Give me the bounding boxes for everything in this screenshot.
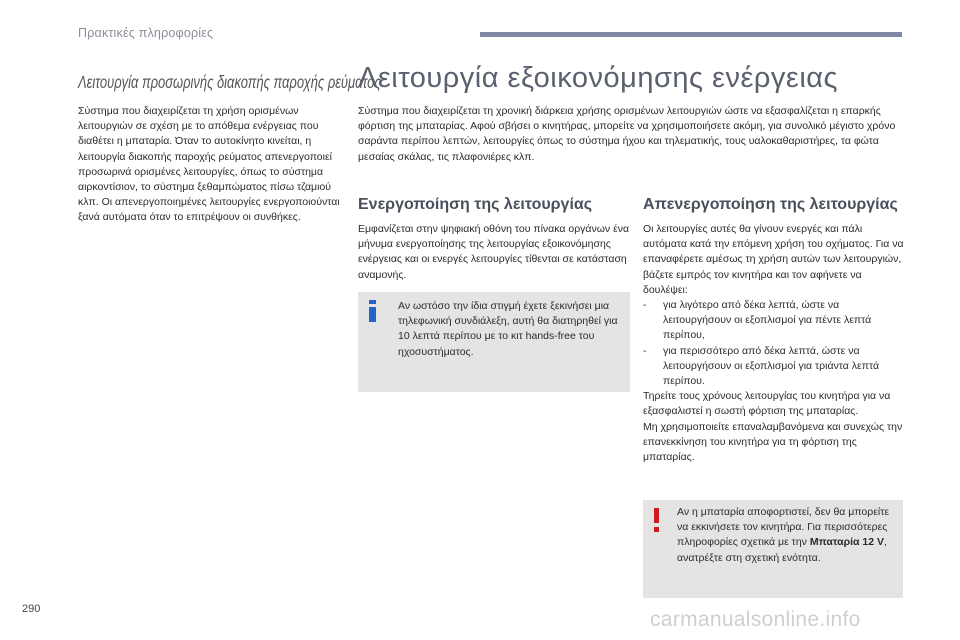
deactivation-heading: Απενεργοποίηση της λειτουργίας — [643, 196, 898, 213]
list-item — [643, 298, 905, 344]
deactivation-body — [643, 222, 905, 465]
page-number: 290 — [22, 603, 41, 615]
dash-marker: - — [643, 344, 647, 357]
watermark: carmanualsonline.info — [650, 608, 861, 631]
info-icon — [369, 300, 376, 322]
list-item-text: για λιγότερο από δέκα λεπτά, ώστε να λειτουργήσουν οι εξοπλισμοί για πέντε λεπτά περίπου, — [663, 299, 872, 342]
dash-marker: - — [643, 299, 647, 312]
info-note-text: Αν ωστόσο την ίδια στιγμή έχετε ξεκινήσει μια τηλεφωνική συνδιάλεξη, αυτή θα διατηρηθεί για 10 λεπτά περίπου με το κιτ hands-free του ηχοσυστήματος. — [398, 300, 618, 358]
warning-text-part: Αν η μπαταρία αποφορτιστεί, δεν θα μπορείτε να εκκινήσετε τον κινητήρα. Για περισσότερες πληροφορίες σχετικά με την — [677, 506, 890, 549]
warning-text-bold: Μπαταρία 12 V — [809, 536, 885, 549]
header-accent-bar — [480, 32, 902, 37]
activation-heading: Ενεργοποίηση της λειτουργίας — [358, 196, 593, 213]
page-title: Λειτουργία εξοικονόμησης ενέργειας — [358, 62, 839, 94]
warning-icon — [654, 508, 660, 532]
list-item — [643, 344, 905, 390]
section-header: Πρακτικές πληροφορίες — [78, 26, 214, 40]
intro-paragraph: Σύστημα που διαχειρίζεται τη χρονική διάρκεια χρήσης ορισμένων λειτουργιών ώστε να εξασφαλίζεται η επαρκής φόρτιση της μπαταρίας. Αφού σβήσει ο κινητήρας, μπορείτε να χρησιμοποιήσετε ακόμη, για συνολικό μέγιστο χρόνο σαράντα περίπου λεπτών, λειτουργίες όπως το σύστημα ήχου και τηλεματικής, τους υαλοκαθαριστήρες, τα φώτα μεσαίας σκάλας, τις πλαφονιέρες κλπ. — [358, 105, 896, 163]
activation-body: Εμφανίζεται στην ψηφιακή οθόνη του πίνακα οργάνων ένα μήνυμα ενεργοποίησης της λειτουργίας εξοικονόμησης ενέργειας και οι ενεργές λειτουργίες τίθενται σε κατάσταση αναμονής. — [358, 223, 630, 281]
deactivation-paragraph: Οι λειτουργίες αυτές θα γίνουν ενεργές και πάλι αυτόματα κατά την επόμενη χρήση του οχήματος. Για να επαναφέρετε αμέσως τη χρήση αυτών των λειτουργιών, βάζετε εμπρός τον κινητήρα και τον αφήνετε να δουλέψει: — [643, 223, 904, 296]
list-item-text: για περισσότερο από δέκα λεπτά, ώστε να λειτουργήσουν οι εξοπλισμοί για τριάντα λεπτά περίπου. — [663, 344, 880, 388]
left-section-body: Σύστημα που διαχειρίζεται τη χρήση ορισμένων λειτουργιών σε σχέση με το απόθεμα ενέργειας που διαθέτει η μπαταρία. Όταν το αυτοκίνητο κινείται, η λειτουργία διακοπής παροχής ρεύματος απενεργοποιεί προσωρινά ορισμένες λειτουργίες, όπως το σύστημα αιρκοντίσιον, το σύστημα ξεθαμπώματος πίσω τζαμιού κλπ. Οι απενεργοποιημένες λειτουργίες ενεργοποιούνται ξανά αυτόματα όταν το επιτρέψουν οι συνθήκες. — [78, 105, 340, 224]
deactivation-paragraph: Μη χρησιμοποιείτε επαναλαμβανόμενα και συνεχώς την επανεκκίνηση του κινητήρα για τη φόρτιση της μπαταρίας. — [643, 420, 903, 464]
left-section-heading: Λειτουργία προσωρινής διακοπής παροχής ρεύματος — [78, 72, 381, 92]
warning-text-part: , ανατρέξτε στη σχετική ενότητα. — [677, 536, 887, 564]
warning-note-text — [677, 505, 897, 566]
deactivation-paragraph: Τηρείτε τους χρόνους λειτουργίας του κινητήρα για να εξασφαλιστεί η σωστή φόρτιση της μπαταρίας. — [643, 390, 891, 418]
